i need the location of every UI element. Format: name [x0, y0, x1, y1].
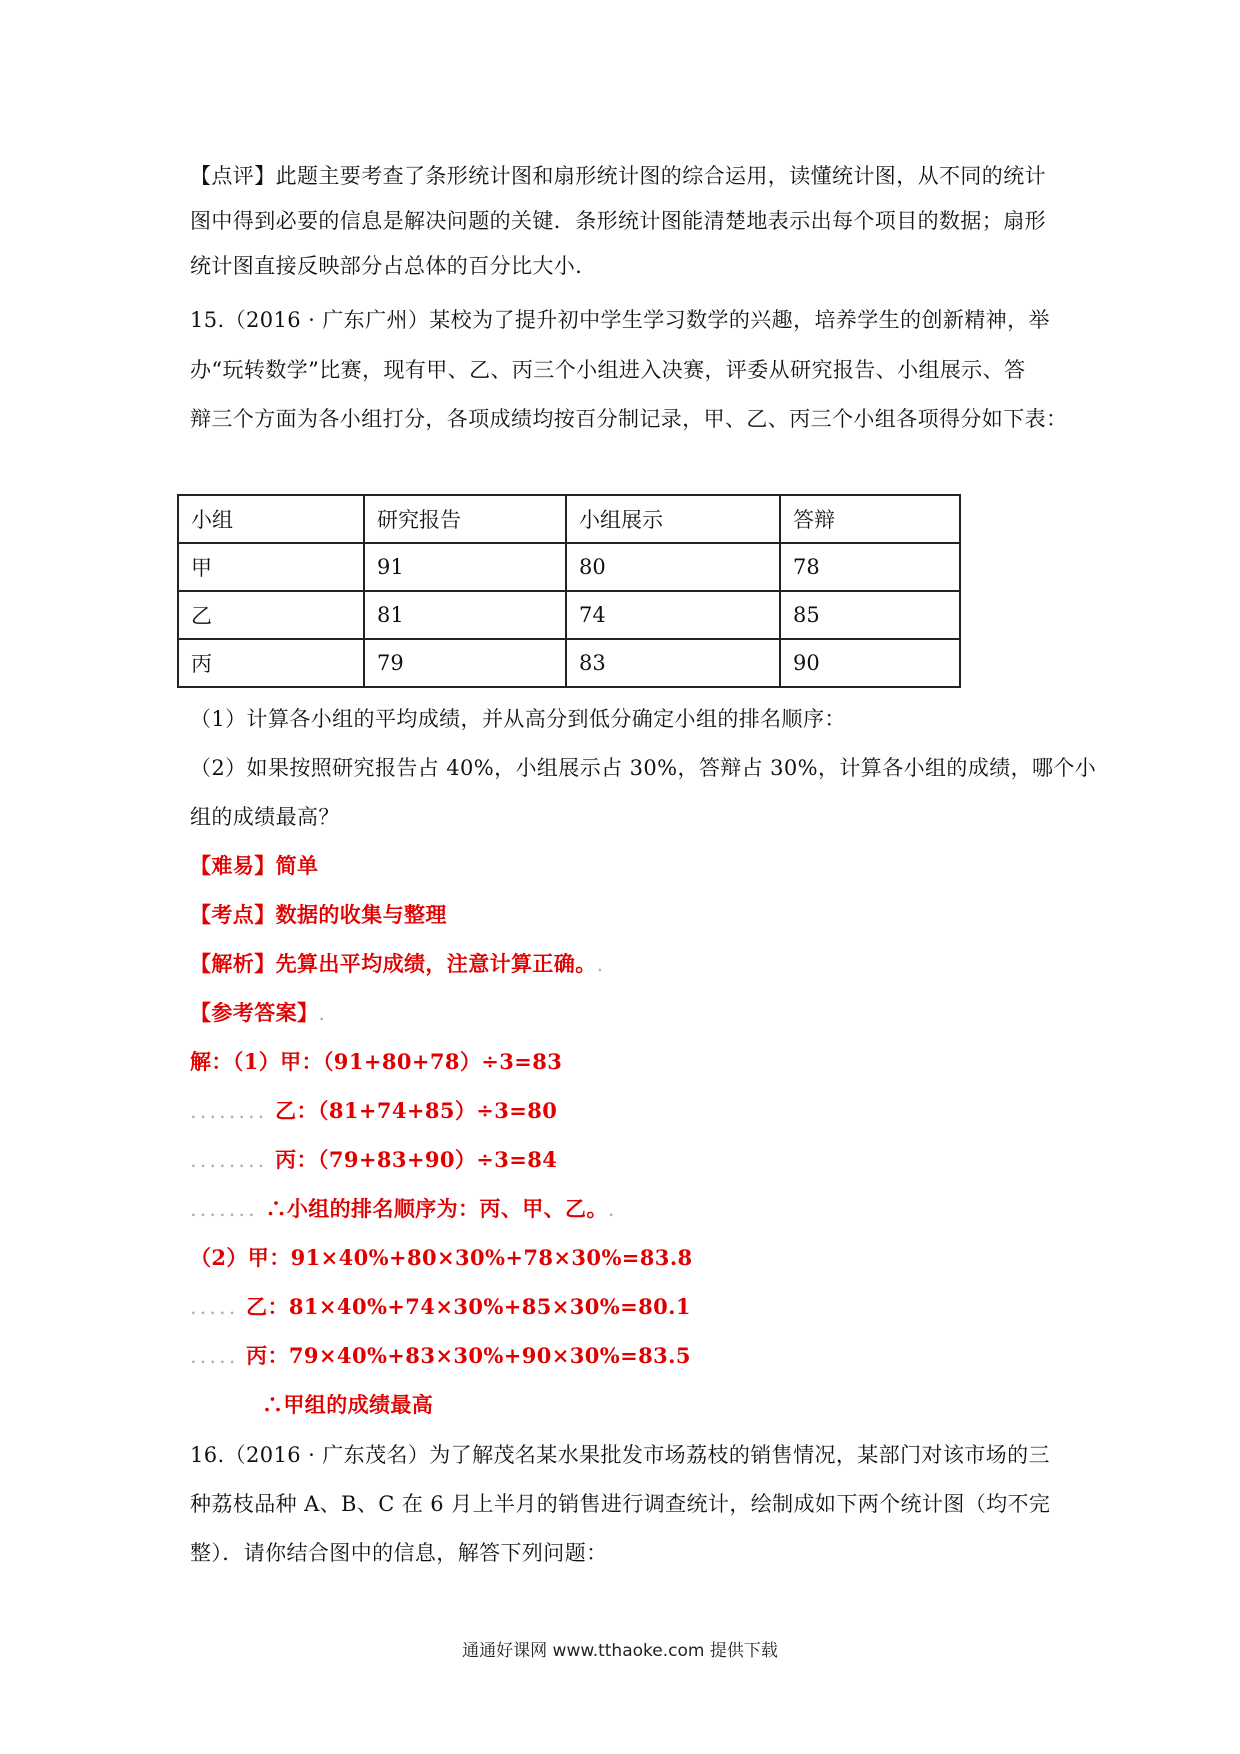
table-cell: 79 — [364, 639, 566, 687]
solution-line-6-text: 乙：81×40%+74×30%+85×30%=80.1 — [246, 1294, 691, 1319]
solution-line-4: ....... ∴小组的排名顺序为：丙、甲、乙。. — [190, 1196, 615, 1221]
solution-line-3: ........ 丙：（79+83+90）÷3=84 — [190, 1147, 558, 1172]
table-cell: 91 — [364, 543, 566, 591]
solution-line-8: ∴甲组的成绩最高 — [262, 1392, 434, 1417]
table-cell: 乙 — [178, 591, 364, 639]
table-row — [178, 639, 960, 687]
answer-title: 【参考答案】. — [190, 1000, 326, 1025]
key-point-label: 【考点】数据的收集与整理 — [190, 902, 447, 927]
solution-line-6: ..... 乙：81×40%+74×30%+85×30%=80.1 — [190, 1294, 691, 1319]
solution-line-4-text: ∴小组的排名顺序为：丙、甲、乙。 — [265, 1196, 608, 1221]
solution-line-7: ..... 丙：79×40%+83×30%+90×30%=83.5 — [190, 1343, 691, 1368]
table-cell: 85 — [780, 591, 960, 639]
score-table — [177, 494, 961, 688]
table-cell: 丙 — [178, 639, 364, 687]
question-2-line-2: 组的成绩最高？ — [190, 805, 340, 829]
q16-line-2: 种荔枝品种 A、B、C 在 6 月上半月的销售进行调查统计，绘制成如下两个统计图（均不完 — [190, 1492, 1051, 1516]
solution-line-2-text: 乙：（81+74+85）÷3=80 — [275, 1098, 558, 1123]
solution-line-7-text: 丙：79×40%+83×30%+90×30%=83.5 — [246, 1343, 691, 1368]
analysis-label: 【解析】先算出平均成绩，注意计算正确。. — [190, 951, 604, 976]
difficulty-label: 【难易】简单 — [190, 853, 319, 878]
q16-line-1: 16.（2016 · 广东茂名）为了解茂名某水果批发市场荔枝的销售情况，某部门对该市场的三 — [190, 1443, 1050, 1467]
comment-line-3: 统计图直接反映部分占总体的百分比大小． — [190, 254, 597, 278]
comment-line-2: 图中得到必要的信息是解决问题的关键．条形统计图能清楚地表示出每个项目的数据；扇形 — [190, 209, 1046, 233]
table-row — [178, 591, 960, 639]
solution-line-2: ........ 乙：（81+74+85）÷3=80 — [190, 1098, 558, 1123]
answer-title-text: 【参考答案】 — [190, 1000, 319, 1025]
solution-line-5: （2）甲：91×40%+80×30%+78×30%=83.8 — [190, 1245, 693, 1270]
table-header-cell: 小组展示 — [566, 495, 780, 543]
table-header-cell: 研究报告 — [364, 495, 566, 543]
question-2-line-1: （2）如果按照研究报告占 40%，小组展示占 30%，答辩占 30%，计算各小组的成绩，哪个小 — [190, 756, 1097, 780]
question-1: （1）计算各小组的平均成绩，并从高分到低分确定小组的排名顺序： — [190, 707, 846, 731]
table-header-cell: 答辩 — [780, 495, 960, 543]
q15-line-1: 15.（2016 · 广东广州）某校为了提升初中学生学习数学的兴趣，培养学生的创新精神，举 — [190, 308, 1050, 332]
q15-line-3: 辩三个方面为各小组打分，各项成绩均按百分制记录，甲、乙、丙三个小组各项得分如下表： — [190, 407, 1068, 431]
table-header-cell: 小组 — [178, 495, 364, 543]
table-header-row — [178, 495, 960, 543]
table-cell: 83 — [566, 639, 780, 687]
table-row — [178, 543, 960, 591]
table-cell: 78 — [780, 543, 960, 591]
comment-line-1: 【点评】此题主要考查了条形统计图和扇形统计图的综合运用，读懂统计图，从不同的统计 — [190, 164, 1046, 188]
analysis-text: 【解析】先算出平均成绩，注意计算正确。 — [190, 951, 597, 976]
table-cell: 74 — [566, 591, 780, 639]
solution-line-1: 解：（1）甲：（91+80+78）÷3=83 — [190, 1049, 563, 1074]
table-cell: 80 — [566, 543, 780, 591]
table-cell: 90 — [780, 639, 960, 687]
table-cell: 81 — [364, 591, 566, 639]
q15-line-2: 办“玩转数学”比赛，现有甲、乙、丙三个小组进入决赛，评委从研究报告、小组展示、答 — [190, 358, 1026, 382]
q16-line-3: 整）．请你结合图中的信息，解答下列问题： — [190, 1541, 608, 1565]
page-footer: 通通好课网 www.tthaoke.com 提供下载 — [462, 1641, 778, 1661]
solution-line-3-text: 丙：（79+83+90）÷3=84 — [275, 1147, 558, 1172]
table-cell: 甲 — [178, 543, 364, 591]
